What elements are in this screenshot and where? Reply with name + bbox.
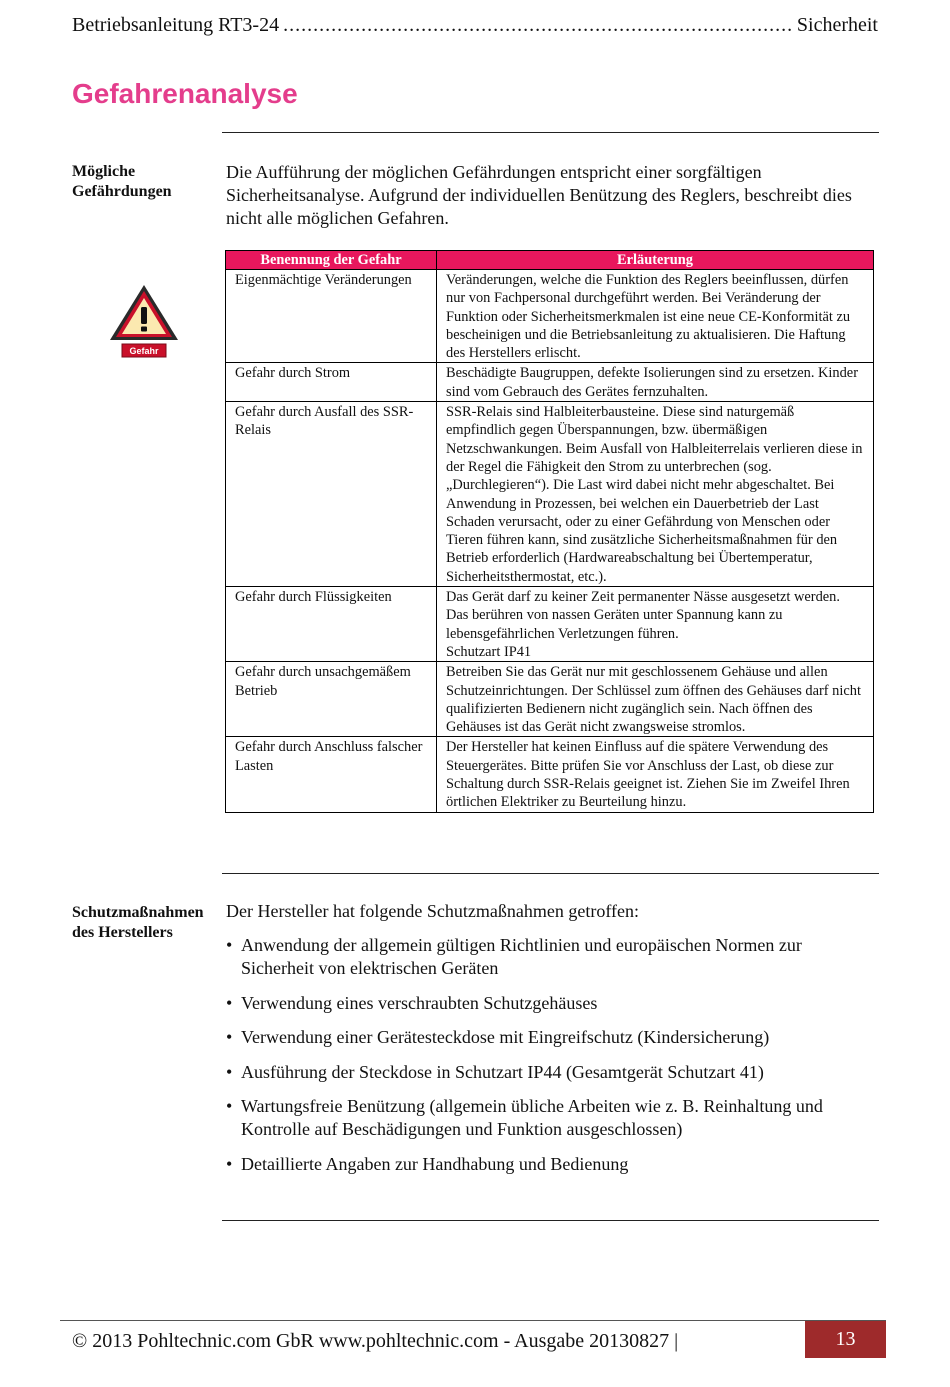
hazard-explanation-cell: Der Hersteller hat keinen Einfluss auf die spätere Verwendung des Steuergerätes. Bitte prüfen Sie vor Anschluss der Last, ob diese zur Schaltung durch SSR-Relais geeignet ist. Ziehen Sie im Zweifel Ihren örtlichen Elektriker zu Beurteilung hinzu.: [437, 737, 874, 812]
section-label-measures: Schutzmaßnahmen des Herstellers: [72, 904, 204, 941]
warning-icon-label: Gefahr: [129, 346, 159, 356]
hazard-explanation-text: Das Gerät darf zu keiner Zeit permanenter Nässe ausgesetzt werden. Das berühren von nassen Geräten unter Spannung kann zu lebensgefährlichen Verletzungen führen.: [446, 589, 840, 642]
hazard-table-header-row: [226, 251, 874, 270]
header-section-name: Sicherheit: [796, 14, 878, 36]
hazard-explanation-cell: SSR-Relais sind Halbleiterbausteine. Diese sind naturgemäß empfindlich gegen Überspannungen, bzw. übermäßigen Netzschwankungen. Beim Ausfall von Halbleiterrelais verlieren diese in der Regel die Fähigkeit den Strom zu unterbrechen (sog. „Durchlegieren“). Die Last wird dabei nicht mehr abgeschaltet. Bei Anwendung in Prozessen, bei welchen ein Dauerbetrieb der Last Schaden verursacht, oder zu einer Gefährdung von Menschen oder Tieren führen kann, sind zusätzliche Sicherheitsmaßnahmen für den Betrieb erforderlich (Hardwareabschaltung bei Übertemperatur, Sicherheitsthermostat, etc.).: [437, 402, 874, 587]
header-dot-leader: [283, 14, 793, 37]
list-item: • Verwendung eines verschraubten Schutzgehäuses: [226, 992, 598, 1013]
hazard-name-cell: Gefahr durch Flüssigkeiten: [226, 587, 437, 662]
list-item: • Ausführung der Steckdose in Schutzart IP44 (Gesamtgerät Schutzart 41): [226, 1061, 764, 1082]
hazard-explanation-cell: Veränderungen, welche die Funktion des Reglers beeinflussen, dürfen nur von Fachpersonal durchgeführt werden. Bei Veränderung der Funktion oder Sicherheitsmerkmalen ist eine neue CE-Konformität zu bescheinigen und die Betriebsanleitung zu aktualisieren. Die Haftung des Herstellers erlischt.: [437, 270, 874, 363]
bullet-icon: •: [226, 992, 233, 1013]
table-row: [226, 270, 874, 363]
section-divider-bottom: [222, 1220, 879, 1221]
table-row: [226, 402, 874, 587]
hazard-name-cell: Gefahr durch Strom: [226, 363, 437, 402]
hazards-intro-text: Die Aufführung der möglichen Gefährdungen entspricht einer sorgfältigen Sicherheitsanalyse. Aufgrund der individuellen Benützung des Reglers, beschreibt dies nicht alle möglichen Gefahren.: [226, 162, 852, 228]
column-header-hazard: Benennung der Gefahr: [226, 251, 437, 270]
hazard-table: [225, 250, 874, 813]
list-item: • Detaillierte Angaben zur Handhabung und Bedienung: [226, 1153, 629, 1174]
hazard-explanation-cell: Betreiben Sie das Gerät nur mit geschlossenem Gehäuse und allen Schutzeinrichtungen. Der Schlüssel zum öffnen des Gehäuses darf nicht qualifizierten Bedienern nicht zugänglich sein. Nach öffnen des Gehäuses ist das Gerät nicht zwangsweise stromlos.: [437, 662, 874, 737]
hazard-name-cell: Gefahr durch Ausfall des SSR-Relais: [226, 402, 437, 587]
hazard-name-cell: Eigenmächtige Veränderungen: [226, 270, 437, 363]
measures-list: [226, 934, 876, 1187]
footer-text: © 2013 Pohltechnic.com GbR www.pohltechnic.com - Ausgabe 20130827 |: [72, 1330, 679, 1352]
protection-class-note: Schutzart IP41: [446, 643, 532, 660]
hazard-explanation-cell: [437, 587, 874, 662]
page-number: 13: [835, 1328, 856, 1350]
section-divider-top: [222, 132, 879, 133]
bullet-icon: •: [226, 935, 233, 955]
column-header-explanation: Erläuterung: [437, 251, 874, 270]
list-item: • Verwendung einer Gerätesteckdose mit Eingreifschutz (Kindersicherung): [226, 1027, 770, 1047]
section-label-hazards: Mögliche Gefährdungen: [72, 163, 172, 200]
measures-intro-text: Der Hersteller hat folgende Schutzmaßnahmen getroffen:: [226, 901, 640, 921]
bullet-icon: •: [226, 1061, 233, 1082]
footer-rule: [60, 1320, 886, 1321]
running-header: [72, 14, 878, 42]
table-row: [226, 587, 874, 662]
section-divider-middle: [222, 873, 879, 874]
hazard-explanation-cell: Beschädigte Baugruppen, defekte Isolierungen sind zu ersetzen. Kinder sind vom Gebrauch des Gerätes fernzuhalten.: [437, 363, 874, 402]
page-title: Gefahrenanalyse: [72, 78, 298, 109]
table-row: [226, 737, 874, 812]
bullet-icon: •: [226, 1096, 233, 1116]
table-row: [226, 662, 874, 737]
list-item: • Wartungsfreie Benützung (allgemein übliche Arbeiten wie z. B. Reinhaltung und Kontrolle auf Beschädigungen und Funktion ausgeschlossen): [226, 1096, 823, 1139]
page-number-box: [805, 1321, 886, 1358]
hazard-name-cell: Gefahr durch unsachgemäßem Betrieb: [226, 662, 437, 737]
bullet-icon: •: [226, 1027, 233, 1047]
list-item: • Anwendung der allgemein gültigen Richtlinien und europäischen Normen zur Sicherheit von elektrischen Geräten: [226, 935, 802, 978]
warning-triangle-icon: [106, 282, 182, 360]
hazard-name-cell: Gefahr durch Anschluss falscher Lasten: [226, 737, 437, 812]
header-document-title: Betriebsanleitung RT3-24: [72, 14, 280, 36]
bullet-icon: •: [226, 1153, 233, 1174]
table-row: [226, 363, 874, 402]
